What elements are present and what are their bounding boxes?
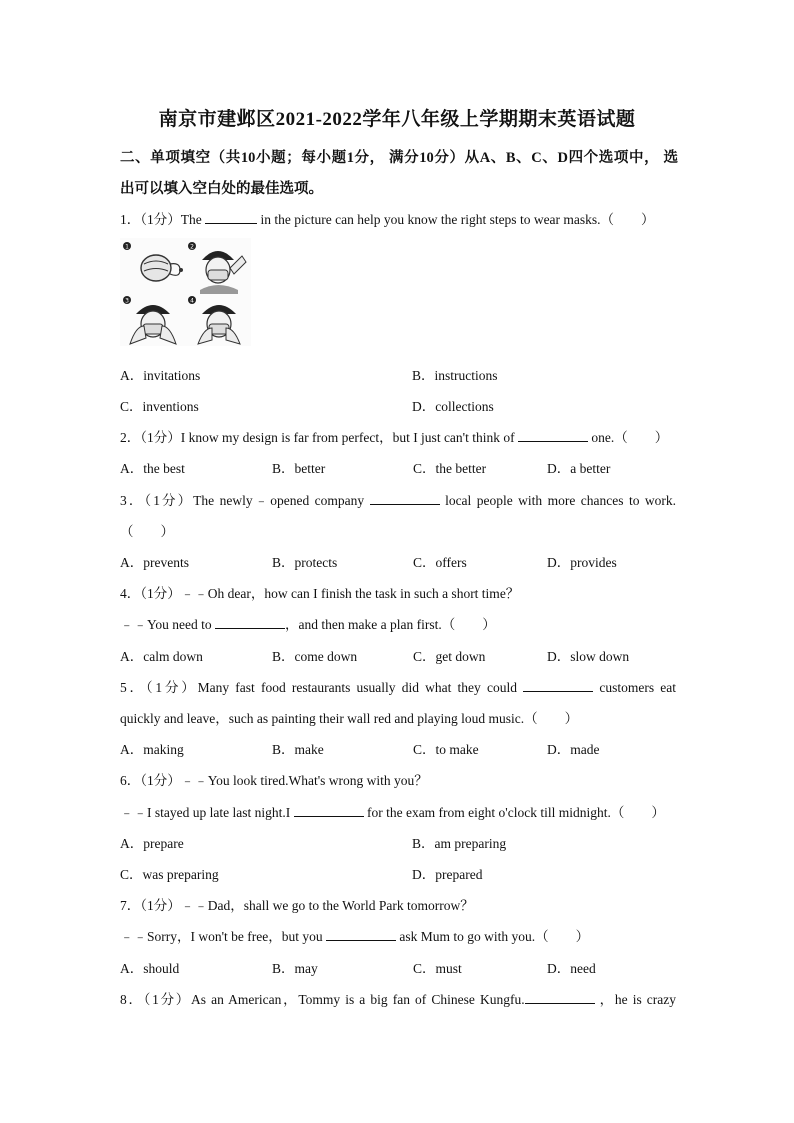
question-6-stem	[120, 769, 676, 789]
question-3-cont: （ ）	[120, 524, 174, 539]
option-d[interactable]: D．slow down	[547, 649, 630, 664]
question-text: in the picture can help you know the right steps to wear masks.（ ）	[260, 212, 655, 227]
question-7-response	[120, 925, 676, 945]
option-b[interactable]: B．come down	[272, 649, 358, 664]
step-label: 3	[125, 297, 129, 305]
option-c[interactable]: C．was preparing	[120, 867, 219, 882]
option-a[interactable]: A．should	[120, 961, 180, 976]
page-title: 南京市建邺区2021-2022学年八年级上学期期末英语试题	[158, 109, 636, 130]
question-3-stem	[120, 489, 676, 509]
question-number: 8．（1分）	[120, 992, 192, 1007]
answer-blank	[205, 212, 257, 224]
question-text: ，he is crazy	[599, 992, 677, 1007]
option-b[interactable]: B．instructions	[412, 368, 498, 383]
question-text: ﹣﹣You need to	[120, 617, 212, 632]
step-label: 2	[190, 243, 194, 251]
answer-blank	[215, 617, 285, 629]
option-c[interactable]: C．get down	[413, 649, 486, 664]
option-c[interactable]: C．offers	[413, 555, 467, 570]
option-b[interactable]: B．may	[272, 961, 318, 976]
option-a[interactable]: A．the best	[120, 461, 185, 476]
question-number: 3．（1分）	[120, 493, 194, 508]
question-number: 2．（1分）	[120, 430, 181, 445]
question-2-stem	[120, 426, 676, 446]
option-d[interactable]: D．prepared	[412, 867, 483, 882]
question-text: ﹣﹣You look tired.What's wrong with you？	[180, 773, 428, 788]
option-c[interactable]: C．must	[413, 961, 462, 976]
question-text: customers eat	[599, 680, 677, 695]
option-a[interactable]: A．prepare	[120, 836, 184, 851]
section-heading	[120, 143, 678, 205]
answer-blank	[525, 992, 595, 1004]
question-text: ﹣﹣Dad，shall we go to the World Park tomorrow？	[180, 898, 474, 913]
option-d[interactable]: D．provides	[547, 555, 617, 570]
option-b[interactable]: B．better	[272, 461, 326, 476]
question-4-response	[120, 613, 676, 633]
question-text: Many fast food restaurants usually did what they could	[197, 680, 517, 695]
mask-steps-illustration	[120, 238, 251, 346]
option-d[interactable]: D．a better	[547, 461, 611, 476]
question-text: The newly﹣opened company	[193, 493, 365, 508]
option-d[interactable]: D．collections	[412, 399, 494, 414]
question-text: ﹣﹣Oh dear，how can I finish the task in such a short time？	[180, 586, 520, 601]
question-text: ask Mum to go with you.（ ）	[399, 929, 590, 944]
answer-blank	[326, 929, 396, 941]
question-number: 1．（1分）	[120, 212, 181, 227]
option-d[interactable]: D．need	[547, 961, 596, 976]
question-text: ﹣﹣Sorry，I won't be free，but you	[120, 929, 323, 944]
option-b[interactable]: B．protects	[272, 555, 338, 570]
option-d[interactable]: D．made	[547, 742, 600, 757]
question-number: 4．（1分）	[120, 586, 181, 601]
step-label: 1	[125, 243, 129, 251]
option-c[interactable]: C．inventions	[120, 399, 199, 414]
question-number: 5．（1分）	[120, 680, 198, 695]
answer-blank	[518, 430, 588, 442]
option-c[interactable]: C．to make	[413, 742, 479, 757]
question-1-stem	[120, 208, 676, 228]
question-5-cont: quickly and leave，such as painting their wall red and playing loud music.（ ）	[120, 711, 579, 726]
option-b[interactable]: B．make	[272, 742, 324, 757]
option-a[interactable]: A．making	[120, 742, 184, 757]
option-a[interactable]: A．invitations	[120, 368, 201, 383]
question-8-stem	[120, 988, 676, 1008]
question-7-stem	[120, 894, 676, 914]
question-number: 7．（1分）	[120, 898, 181, 913]
question-text: for the exam from eight o'clock till midnight.（ ）	[366, 805, 665, 820]
option-c[interactable]: C．the better	[413, 461, 487, 476]
question-text: ，and then make a plan first.（ ）	[285, 617, 496, 632]
question-text: ﹣﹣I stayed up late last night.I	[120, 805, 291, 820]
question-text: I know my design is far from perfect，but I just can't think of	[180, 430, 515, 445]
section-heading-line1: 二、单项填空（共10小题；每小题1分， 满分10分）从A、B、C、D四个选项中， 选	[120, 150, 678, 166]
question-5-stem	[120, 676, 676, 696]
step-label: 4	[190, 297, 194, 305]
question-number: 6．（1分）	[120, 773, 181, 788]
answer-blank	[370, 493, 440, 505]
question-text: one.（ ）	[591, 430, 669, 445]
question-text: As an American，Tommy is a big fan of Chinese Kungfu.	[191, 992, 525, 1007]
answer-blank	[294, 805, 364, 817]
option-a[interactable]: A．calm down	[120, 649, 203, 664]
question-4-stem	[120, 582, 676, 602]
option-b[interactable]: B．am preparing	[412, 836, 507, 851]
option-a[interactable]: A．prevents	[120, 555, 189, 570]
question-text: local people with more chances to work.	[445, 493, 677, 508]
section-heading-line2: 出可以填入空白处的最佳选项。	[120, 181, 323, 197]
answer-blank	[523, 680, 593, 692]
question-6-response	[120, 801, 676, 821]
question-text: The	[180, 212, 202, 227]
